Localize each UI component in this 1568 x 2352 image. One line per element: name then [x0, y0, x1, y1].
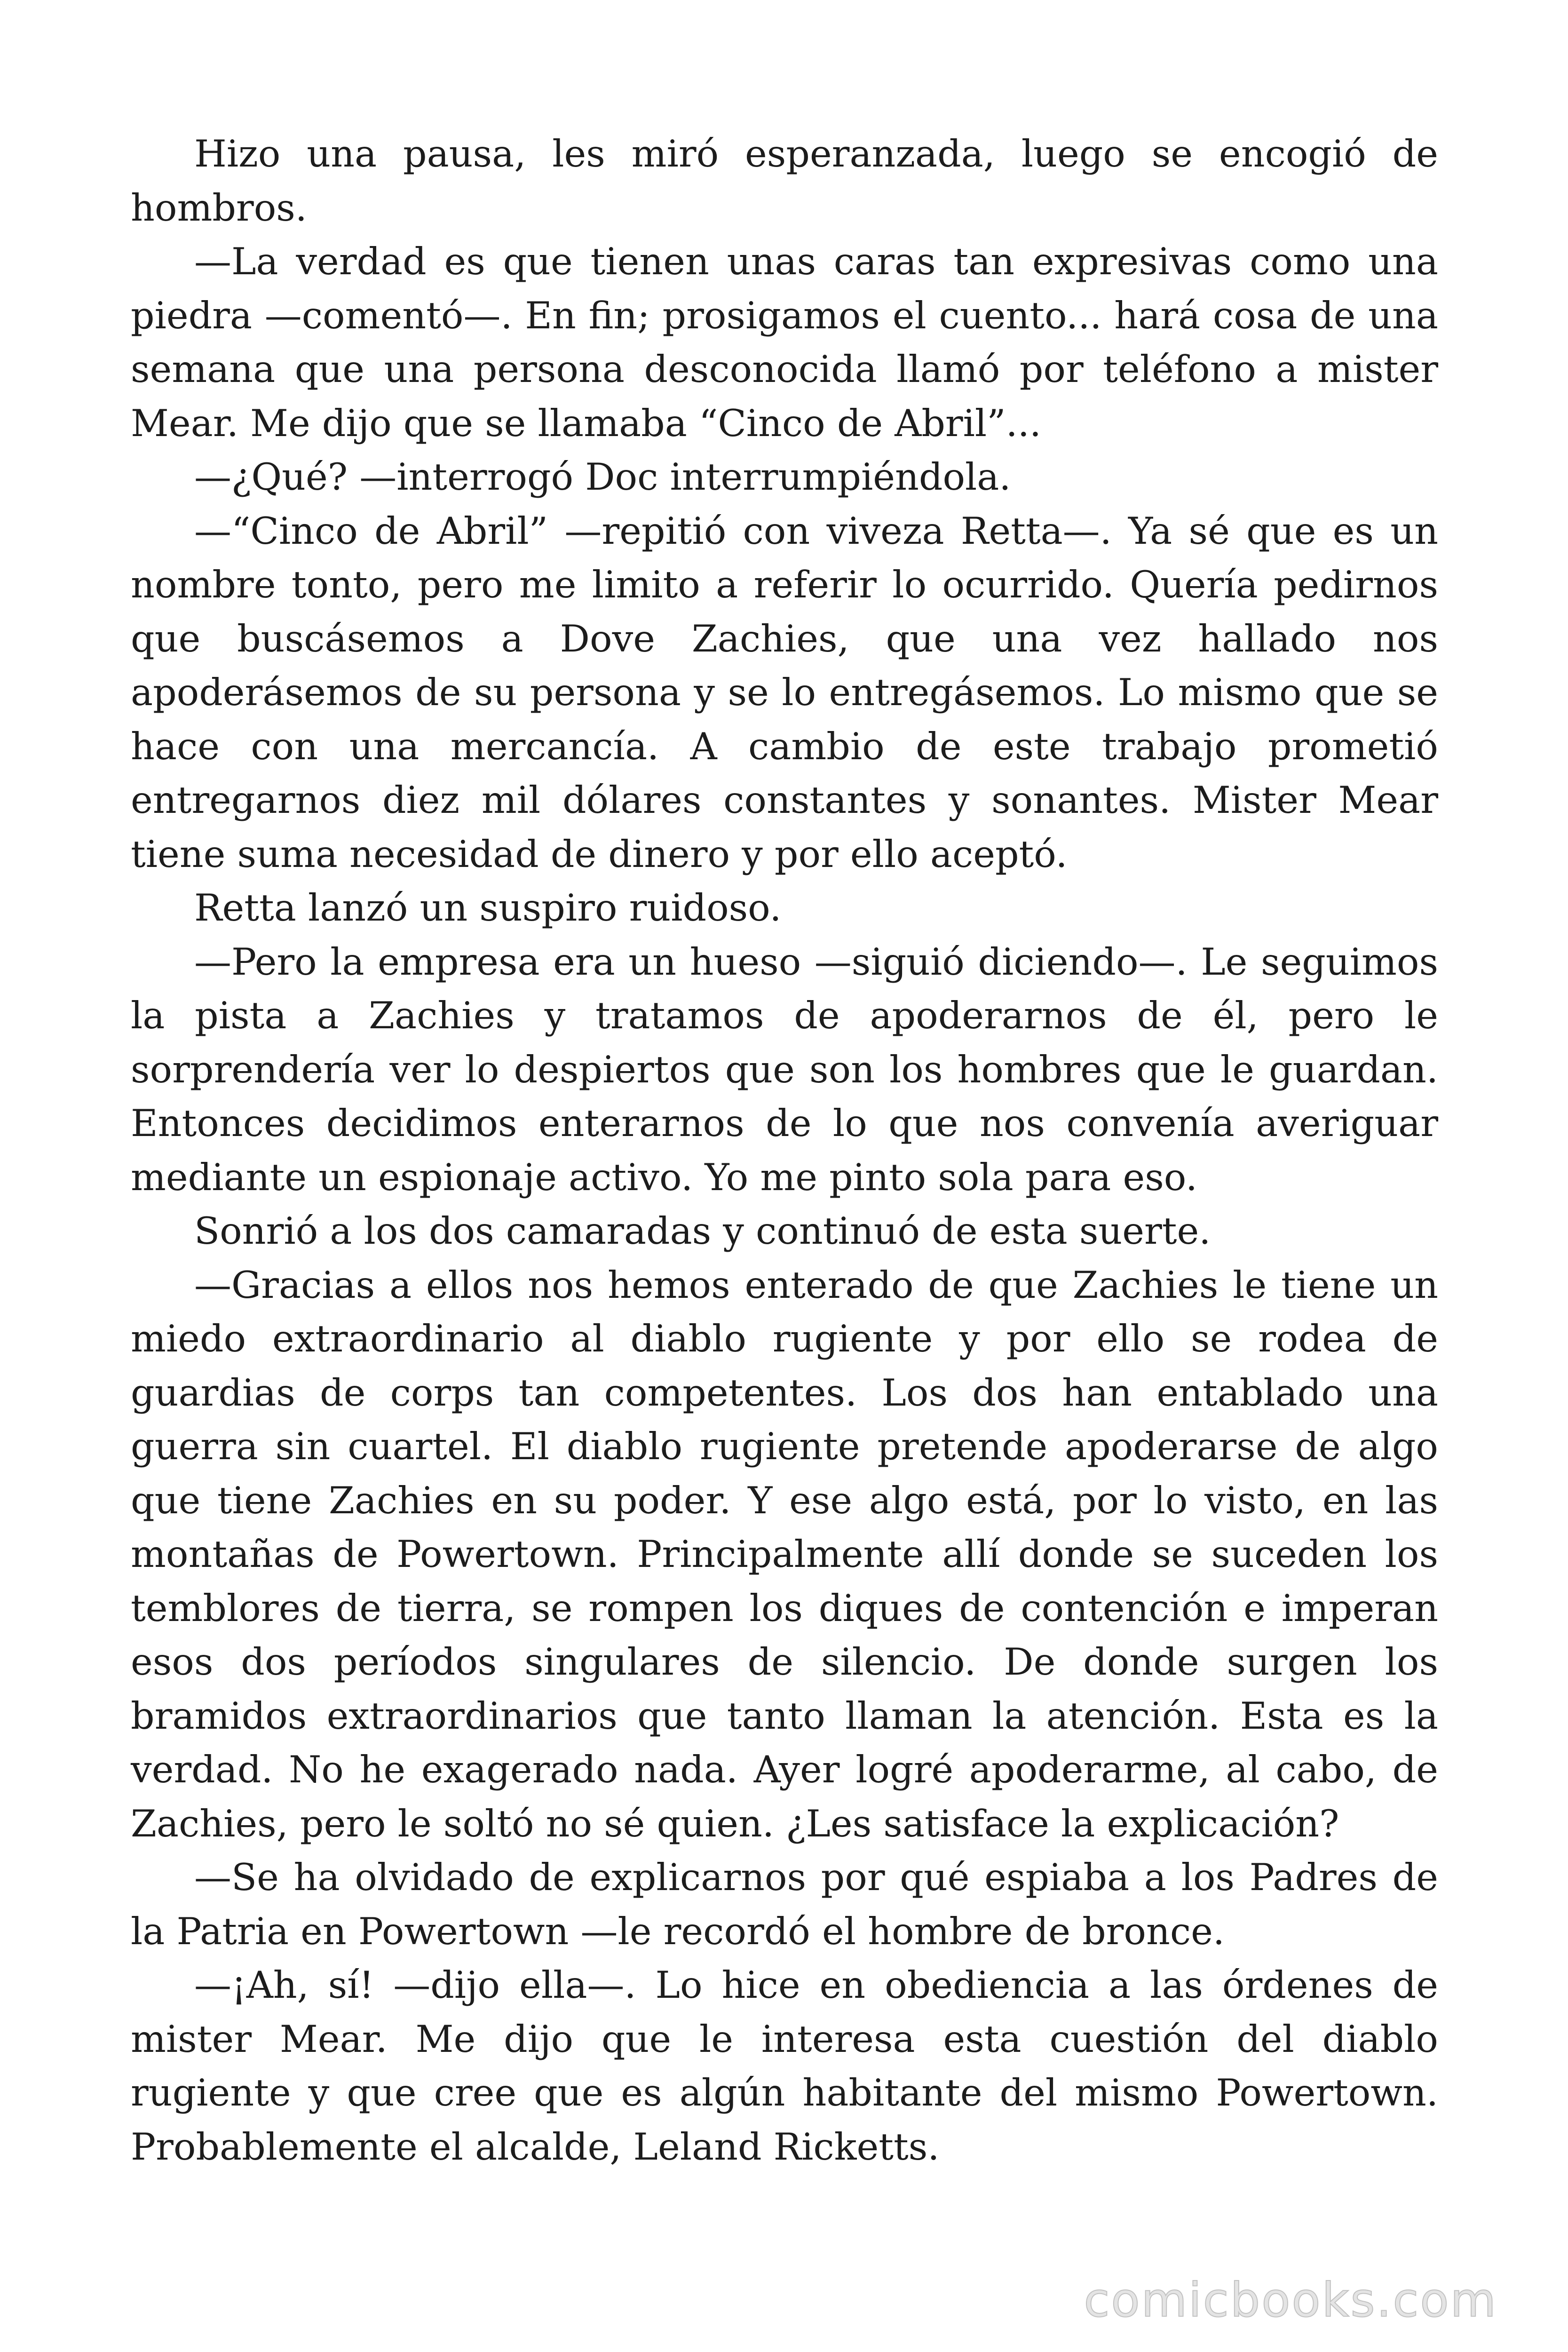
paragraph: —¡Ah, sí! —dijo ella—. Lo hice en obediencia a las órdenes de mister Mear. Me dijo que le interesa esta cuestión del diablo rugiente y que cree que es algún habitante del mismo Powertown. Probablemente el alcalde, Leland Ricketts. — [131, 1963, 1438, 2169]
paragraph: —¿Qué? —interrogó Doc interrumpiéndola. — [194, 455, 1011, 499]
paragraph: —“Cinco de Abril” —repitió con viveza Retta—. Ya sé que es un nombre tonto, pero me limito a referir lo ocurrido. Quería pedirnos que buscásemos a Dove Zachies, que una vez hallado nos apoderásemos de su persona y se lo entregásemos. Lo mismo que se hace con una mercancía. A cambio de este trabajo prometió entregarnos diez mil dólares constantes y sonantes. Mister Mear tiene suma necesidad de dinero y por ello aceptó. — [131, 509, 1438, 876]
book-page — [131, 127, 1438, 2174]
paragraph: Retta lanzó un suspiro ruidoso. — [194, 886, 782, 930]
paragraph: Sonrió a los dos camaradas y continuó de esta suerte. — [194, 1209, 1211, 1253]
paragraph: —Gracias a ellos nos hemos enterado de que Zachies le tiene un miedo extraordinario al diablo rugiente y por ello se rodea de guardias de corps tan competentes. Los dos han entablado una guerra sin cuartel. El diablo rugiente pretende apoderarse de algo que tiene Zachies en su poder. Y ese algo está, por lo visto, en las montañas de Powertown. Principalmente allí donde se suceden los temblores de tierra, se rompen los diques de contención e imperan esos dos períodos singulares de silencio. De donde surgen los bramidos extraordinarios que tanto llaman la atención. Esta es la verdad. No he exagerado nada. Ayer logré apoderarme, al cabo, de Zachies, pero le soltó no sé quien. ¿Les satisface la explicación? — [131, 1263, 1438, 1845]
watermark: comicbooks.com — [1084, 2273, 1497, 2328]
paragraph: Hizo una pausa, les miró esperanzada, luego se encogió de hombros. — [131, 132, 1438, 230]
paragraph: —Se ha olvidado de explicarnos por qué espiaba a los Padres de la Patria en Powertown —le recordó el hombre de bronce. — [131, 1856, 1438, 1953]
paragraph: —La verdad es que tienen unas caras tan expresivas como una piedra —comentó—. En fin; prosigamos el cuento... hará cosa de una semana que una persona desconocida llamó por teléfono a mister Mear. Me dijo que se llamaba “Cinco de Abril”... — [131, 240, 1438, 445]
paragraph: —Pero la empresa era un hueso —siguió diciendo—. Le seguimos la pista a Zachies y tratamos de apoderarnos de él, pero le sorprendería ver lo despiertos que son los hombres que le guardan. Entonces decidimos enterarnos de lo que nos convenía averiguar mediante un espionaje activo. Yo me pinto sola para eso. — [131, 940, 1438, 1199]
